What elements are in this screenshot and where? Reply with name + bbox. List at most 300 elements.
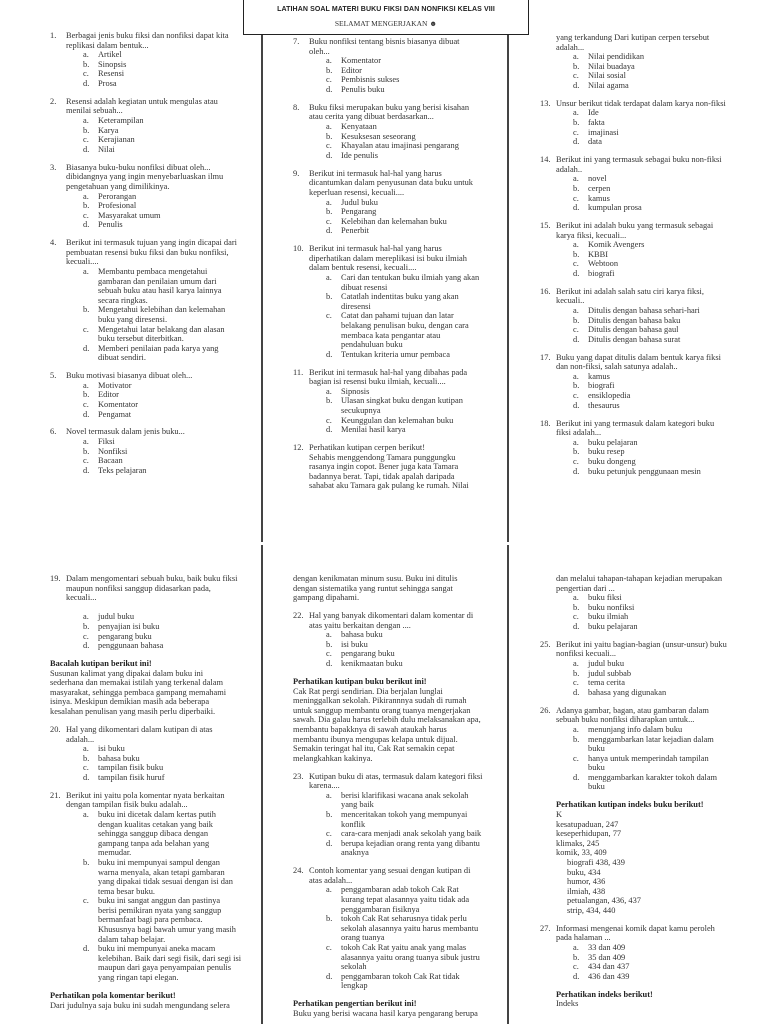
option-text: kamus (588, 371, 610, 381)
option-letter: b. (573, 602, 580, 612)
option-text: Kesuksesan seseorang (341, 131, 416, 141)
option-text: Tentukan kriteria umur pembaca (341, 349, 450, 359)
answer-option (83, 466, 260, 476)
question-text: yang terkandung Dari kutipan cerpen tersebut adalah... (556, 33, 710, 52)
option-text: buku dongeng (588, 456, 636, 466)
question-number: 5. (50, 371, 57, 381)
question-number: 27. (540, 923, 551, 933)
answer-option (573, 953, 766, 963)
answer-option (573, 688, 766, 698)
answer-option (83, 116, 260, 126)
option-letter: b. (83, 753, 90, 763)
passage-text: Susunan kalimat yang dipakai dalam buku ini sederhana dan memakai istilah yang terkenal dalam masyarakat, sehingga pembaca gampang memahami isinya. Meskipun demikian masih ada beberapa kesalahan penulisan yang masih perlu diperbaiki. (50, 668, 227, 717)
option-letter: b. (83, 390, 90, 400)
answer-option (326, 151, 505, 161)
answer-option (573, 259, 766, 269)
option-letter: a. (83, 437, 89, 447)
option-text: Komik Avengers (588, 240, 645, 250)
question-number: 6. (50, 427, 57, 437)
answer-option (573, 735, 766, 754)
answer-option (573, 603, 766, 613)
passage-heading: Perhatikan indeks berikut! (556, 989, 653, 999)
option-text: Kenyataan (341, 122, 377, 132)
option-letter: c. (573, 259, 579, 269)
question-item (293, 368, 505, 435)
option-text: Menilai hasil karya (341, 425, 406, 435)
answer-option (573, 174, 766, 184)
option-letter: b. (326, 396, 333, 406)
option-text: buku pelajaran (588, 437, 638, 447)
document-title: LATIHAN SOAL MATERI BUKU FIKSI DAN NONFIKSI KELAS VIII (277, 6, 495, 13)
option-text: penyajian isi buku (98, 621, 160, 631)
option-letter: c. (326, 311, 332, 321)
option-text: Masyarakat umum (98, 210, 161, 220)
option-letter: d. (326, 659, 333, 669)
option-letter: b. (83, 621, 90, 631)
answer-option (83, 641, 260, 651)
option-letter: b. (573, 447, 580, 457)
answer-option (83, 390, 260, 400)
answer-option (573, 325, 766, 335)
answer-option (326, 640, 505, 650)
answer-option (573, 108, 766, 118)
answer-option (83, 896, 260, 944)
option-text: bahasa yang digunakan (588, 687, 667, 697)
question-item (293, 244, 505, 359)
reading-passage (293, 677, 505, 763)
answer-option (83, 754, 260, 764)
option-text: Resensi (98, 69, 125, 79)
column-divider (507, 34, 509, 542)
question-text: Adanya gambar, bagan, atau gambaran dalam sebuah buku nonfiksi diharapkan untuk... (556, 705, 709, 725)
answer-option (326, 416, 505, 426)
question-text: Berikut ini yaitu bagian-bagian (unsur-unsur) buku nonfiksi kecuali... (556, 639, 727, 659)
option-text: Memberi penilaian pada karya yang dibuat sendiri. (98, 343, 219, 363)
option-letter: b. (83, 446, 90, 456)
answer-option (326, 198, 505, 208)
document-header (243, 0, 529, 35)
option-text: tampilan fisik buku (98, 763, 164, 773)
option-text: isi buku (341, 639, 368, 649)
answer-option (573, 381, 766, 391)
index-entry: biografi 438, 439 (567, 857, 625, 867)
option-letter: a. (573, 108, 579, 118)
page1-column1 (50, 31, 260, 484)
question-text: dan melalui tahapan-tahapan kejadian merupakan pengertian dari ... (556, 574, 723, 593)
option-text: Ditulis dengan bahasa baku (588, 315, 681, 325)
answer-option (326, 387, 505, 397)
answer-option (326, 85, 505, 95)
option-text: kenikmaatan buku (341, 659, 403, 669)
answer-option (573, 438, 766, 448)
question-item (540, 287, 766, 345)
option-text: kamus (588, 193, 610, 203)
option-text: Artikel (98, 50, 122, 60)
option-letter: d. (326, 971, 333, 981)
option-letter: c. (83, 763, 89, 773)
answer-option (326, 829, 505, 839)
option-text: Motivator (98, 380, 132, 390)
answer-option (83, 69, 260, 79)
answer-option (573, 335, 766, 345)
option-text: Komentator (98, 399, 139, 409)
option-text: bahasa buku (341, 630, 383, 640)
answer-option (326, 56, 505, 66)
option-letter: b. (326, 65, 333, 75)
question-text: Novel termasuk dalam jenis buku... (66, 427, 185, 437)
option-letter: a. (573, 240, 579, 250)
page2-column1 (50, 574, 260, 1018)
passage-heading: Perhatikan kutipan buku berikut ini! (293, 676, 427, 686)
question-number: 15. (540, 220, 551, 230)
option-letter: d. (326, 150, 333, 160)
question-number: 12. (293, 443, 304, 453)
answer-option (83, 612, 260, 622)
question-text: Berbagai jenis buku fiksi dan nonfiksi dapat kita replikasi dalam bentuk... (66, 31, 229, 50)
index-entry: buku, 434 (567, 867, 601, 877)
question-item (50, 31, 260, 89)
option-text: kumpulan prosa (588, 203, 642, 213)
passage-text: Cak Rat pergi sendirian. Dia berjalan lunglai meninggalkan sekolah. Pikirannnya sudah di rumah untuk sanggup membantu orang tuanya mengerjakan sawah. Dia galau harus terlebih dulu melaksanakan apa, membantu bapakknya di sawah ataukah harus membantu ibunya mengupas kelapa untuk dijual. Semakin teringat hal itu, Cak Rat semakin cepat melangkahkan kakinya. (293, 686, 481, 763)
answer-option (326, 226, 505, 236)
option-letter: c. (83, 135, 89, 145)
column-divider (507, 545, 509, 1024)
option-letter: a. (573, 52, 579, 62)
question-number: 20. (50, 724, 61, 734)
answer-option (326, 810, 505, 829)
question-item (540, 706, 766, 792)
option-text: Profesional (98, 201, 137, 211)
option-letter: c. (83, 456, 89, 466)
answer-option (83, 447, 260, 457)
option-letter: b. (573, 381, 580, 391)
option-letter: d. (573, 137, 580, 147)
option-letter: c. (326, 649, 332, 659)
option-letter: b. (326, 131, 333, 141)
option-letter: a. (326, 630, 332, 640)
answer-option (573, 269, 766, 279)
question-text: Biasanya buku-buku nonfiksi dibuat oleh... dibidangnya yang ingin menyebarluaskan ilmu pengetahuan yang dimilikinya. (66, 162, 224, 191)
option-letter: c. (326, 942, 332, 952)
question-item (540, 221, 766, 279)
index-entry: K (556, 809, 563, 819)
option-letter: d. (326, 838, 333, 848)
question-text: Hal yang dikomentari dalam kutipan di atas adalah... (66, 724, 213, 744)
answer-option (573, 457, 766, 467)
answer-option (326, 659, 505, 669)
answer-option (83, 437, 260, 447)
question-text: Dalam mengomentari sebuah buku, baik buku fiksi maupun nonfiksi sanggup didasarkan pada, kecuali... (66, 574, 238, 603)
option-letter: a. (83, 612, 89, 622)
option-text: fakta (588, 118, 605, 128)
option-letter: c. (573, 391, 579, 401)
option-letter: c. (573, 753, 579, 763)
answer-option (573, 250, 766, 260)
answer-option (573, 943, 766, 953)
option-letter: a. (83, 380, 89, 390)
answer-option (573, 240, 766, 250)
answer-option (83, 145, 260, 155)
option-letter: b. (573, 734, 580, 744)
question-number: 8. (293, 102, 300, 112)
option-letter: d. (326, 425, 333, 435)
option-text: KBBI (588, 249, 609, 259)
index-entry: petualangan, 436, 437 (567, 896, 641, 906)
question-text: Contoh komentar yang sesuai dengan kutipan di atas adalah... (309, 866, 471, 885)
option-letter: b. (83, 59, 90, 69)
question-number: 4. (50, 238, 57, 248)
question-number: 14. (540, 155, 551, 165)
answer-option (83, 632, 260, 642)
answer-option (326, 972, 505, 991)
option-letter: d. (573, 400, 580, 410)
question-text: Berikut ini yang termasuk dalam kategori buku fiksi adalah... (556, 418, 715, 438)
option-text: Komentator (341, 56, 382, 66)
answer-option (573, 754, 766, 773)
option-letter: a. (83, 744, 89, 754)
answer-option (573, 316, 766, 326)
option-text: bahasa buku (98, 753, 140, 763)
answer-option (326, 425, 505, 435)
option-text: novel (588, 174, 607, 184)
option-text: Cari dan tentukan buku ilmiah yang akan dibuat resensi (341, 272, 480, 292)
question-text: Buku nonfiksi tentang bisnis biasanya dibuat oleh... (309, 37, 460, 56)
answer-option (573, 401, 766, 411)
option-letter: b. (326, 292, 333, 302)
index-heading: Perhatikan kutipan indeks buku berikut! (556, 800, 704, 810)
answer-option (83, 381, 260, 391)
option-text: buku fiksi (588, 593, 622, 603)
option-letter: c. (573, 127, 579, 137)
answer-option (573, 447, 766, 457)
option-letter: c. (83, 324, 89, 334)
option-text: Pengamat (98, 409, 132, 419)
option-letter: a. (573, 174, 579, 184)
option-letter: d. (83, 409, 90, 419)
option-letter: b. (326, 809, 333, 819)
option-letter: c. (326, 829, 332, 839)
question-item (50, 163, 260, 230)
question-number: 19. (50, 574, 61, 583)
option-letter: a. (326, 197, 332, 207)
reading-passage (293, 999, 505, 1018)
question-item (50, 97, 260, 155)
answer-option (573, 962, 766, 972)
passage-heading: Bacalah kutipan berikut ini! (50, 659, 152, 669)
option-text: Membantu pembaca mengetahui gambaran dan penilaian umum dari sebuah buku atau hasil karya lainnya secara ringkas. (98, 266, 222, 305)
passage-text: Buku yang berisi wacana hasil karya pengarang berupa (293, 1008, 478, 1018)
answer-option (326, 75, 505, 85)
question-item (293, 103, 505, 161)
index-entry: komik, 33, 409 (556, 848, 607, 858)
option-text: data (588, 137, 602, 147)
index-entry: strip, 434, 440 (567, 905, 616, 915)
option-text: buku resep (588, 447, 625, 457)
answer-option (326, 630, 505, 640)
question-item (540, 353, 766, 411)
answer-option (326, 791, 505, 810)
question-item (50, 427, 260, 475)
answer-option (326, 649, 505, 659)
option-text: 35 dan 409 (588, 952, 626, 962)
option-text: Penerbit (341, 226, 369, 236)
option-letter: c. (573, 612, 579, 622)
question-text: Berikut ini termasuk hal-hal yang dibahas pada bagian isi resensi buku ilmiah, kecuali.... (309, 367, 468, 387)
question-number: 9. (293, 168, 300, 178)
answer-option (83, 201, 260, 211)
question-text: Perhatikan kutipan cerpen berikut! Sehabis menggendong Tamara punggungku rasanya ingin copot. Bener juga kata Tamara badannya berat. Tapi, tidak apalah daripada sahabat aku Tamara gak pulang ke rumah. Nilai (309, 443, 469, 491)
answer-option (83, 944, 260, 982)
question-item (50, 725, 260, 783)
question-item (50, 574, 260, 651)
option-text: thesaurus (588, 400, 620, 410)
option-letter: b. (573, 61, 580, 71)
answer-option (326, 311, 505, 349)
passage-heading: Perhatikan pola komentar berikut! (50, 990, 176, 1000)
answer-option (573, 678, 766, 688)
question-number: 13. (540, 98, 551, 108)
option-text: Mengetahui latar belakang dan alasan buku tersebut diterbitkan. (98, 324, 225, 344)
option-letter: b. (83, 305, 90, 315)
question-text: Berikut ini yang termasuk sebagai buku non-fiksi adalah.. (556, 155, 722, 174)
option-letter: d. (83, 641, 90, 651)
option-text: penggambaran adab tokoh Cak Rat kurang tepat alasannya yaitu tidak ada penggambaran fisiknya (341, 885, 470, 914)
answer-option (573, 52, 766, 62)
option-text: buku ini dicetak dalam kertas putih dengan kualitas cetakan yang baik sehingga sanggup dibaca dengan gampang tanpa ada belahan yang memudar. (98, 809, 216, 858)
option-letter: a. (83, 50, 89, 60)
option-letter: a. (326, 122, 332, 132)
option-letter: a. (573, 437, 579, 447)
option-text: menggambarkan latar kejadian dalam buku (588, 734, 714, 754)
question-number: 25. (540, 639, 551, 649)
option-letter: b. (573, 249, 580, 259)
option-text: Ditulis dengan bahasa surat (588, 334, 681, 344)
answer-option (83, 773, 260, 783)
question-number: 21. (50, 790, 61, 800)
option-letter: c. (83, 210, 89, 220)
option-letter: a. (83, 116, 89, 126)
column-divider (261, 545, 263, 1024)
question-text: Hal yang banyak dikomentari dalam komentar di atas yaitu berkaitan dengan .... (309, 611, 474, 630)
option-text: Keterampilan (98, 116, 144, 126)
option-text: Judul buku (341, 197, 378, 207)
answer-option (326, 839, 505, 858)
answer-option (326, 292, 505, 311)
option-letter: a. (83, 266, 89, 276)
answer-option (326, 885, 505, 914)
option-letter: a. (573, 942, 579, 952)
page1-column2 (293, 37, 505, 499)
question-text: Buku yang dapat ditulis dalam bentuk karya fiksi dan non-fiksi, salah satunya adalah.. (556, 352, 721, 372)
option-letter: c. (83, 896, 89, 906)
option-text: Teks pelajaran (98, 465, 147, 475)
option-letter: c. (326, 75, 332, 85)
option-letter: c. (573, 325, 579, 335)
option-letter: d. (83, 944, 90, 954)
option-letter: b. (573, 118, 580, 128)
option-text: Bacaan (98, 456, 123, 466)
answer-option (573, 306, 766, 316)
option-letter: b. (83, 125, 90, 135)
question-item (540, 33, 766, 91)
page2-column2 (293, 574, 505, 1027)
answer-option (573, 194, 766, 204)
option-text: isi buku (98, 744, 125, 754)
question-number: 7. (293, 37, 300, 46)
question-item (293, 772, 505, 858)
answer-option (573, 773, 766, 792)
option-letter: a. (326, 56, 332, 66)
option-text: hanya untuk memperindah tampilan buku (588, 753, 709, 773)
option-text: Ide penulis (341, 150, 378, 160)
option-text: Mengetahui kelebihan dan kelemahan buku yang diresensi. (98, 305, 226, 324)
option-text: Editor (98, 390, 119, 400)
option-letter: b. (83, 201, 90, 211)
option-letter: b. (573, 952, 580, 962)
answer-option (83, 267, 260, 305)
option-letter: c. (573, 456, 579, 466)
answer-option (573, 612, 766, 622)
question-text: Informasi mengenai komik dapat kamu peroleh pada halaman ... (556, 923, 715, 943)
answer-option (326, 350, 505, 360)
option-letter: a. (573, 306, 579, 316)
index-entry: keseperhidupan, 77 (556, 829, 622, 839)
question-item (50, 371, 260, 419)
option-letter: b. (83, 857, 90, 867)
answer-option (573, 372, 766, 382)
answer-option (573, 972, 766, 982)
passage-text: dengan kenikmatan minum susu. Buku ini ditulis dengan sistematika yang runtut sehingga sangat gampang dipahami. (293, 574, 458, 603)
index-entry: kesatupaduan, 247 (556, 819, 619, 829)
option-letter: a. (573, 593, 579, 603)
option-text: Kelebihan dan kelemahan buku (341, 216, 447, 226)
option-text: imajinasi (588, 127, 619, 137)
option-letter: b. (326, 207, 333, 217)
option-text: Ditulis dengan bahasa gaul (588, 325, 679, 335)
option-letter: d. (83, 465, 90, 475)
option-text: menceritakan tokoh yang mempunyai konflik (341, 809, 468, 829)
question-item (293, 866, 505, 991)
option-letter: a. (326, 386, 332, 396)
option-letter: c. (326, 141, 332, 151)
option-letter: d. (326, 84, 333, 94)
question-text: Buku fiksi merupakan buku yang berisi kisahan atau cerita yang dibuat berdasarkan... (309, 102, 470, 122)
option-letter: d. (83, 220, 90, 230)
question-number: 11. (293, 367, 304, 377)
answer-option (573, 128, 766, 138)
question-item (540, 155, 766, 213)
option-text: 436 dan 439 (588, 971, 630, 981)
option-text: pengarang buku (98, 631, 152, 641)
option-text: Penulis buku (341, 84, 385, 94)
answer-option (326, 914, 505, 943)
question-number: 17. (540, 352, 551, 362)
question-text: Berikut ini termasuk tujuan yang ingin dicapai dari pembuatan resensi buku fiksi dan buku nonfiksi, kecuali.... (66, 238, 237, 267)
option-text: Nilai buadaya (588, 61, 635, 71)
option-letter: a. (326, 272, 332, 282)
option-letter: a. (573, 724, 579, 734)
answer-option (573, 118, 766, 128)
question-number: 22. (293, 611, 304, 621)
option-letter: d. (573, 971, 580, 981)
option-letter: d. (573, 687, 580, 697)
answer-option (326, 122, 505, 132)
question-number: 18. (540, 418, 551, 428)
question-text: Resensi adalah kegiatan untuk mengulas atau menilai sebuah... (66, 96, 218, 116)
question-item (50, 238, 260, 363)
option-text: Keunggulan dan kelemahan buku (341, 415, 454, 425)
option-letter: d. (83, 144, 90, 154)
